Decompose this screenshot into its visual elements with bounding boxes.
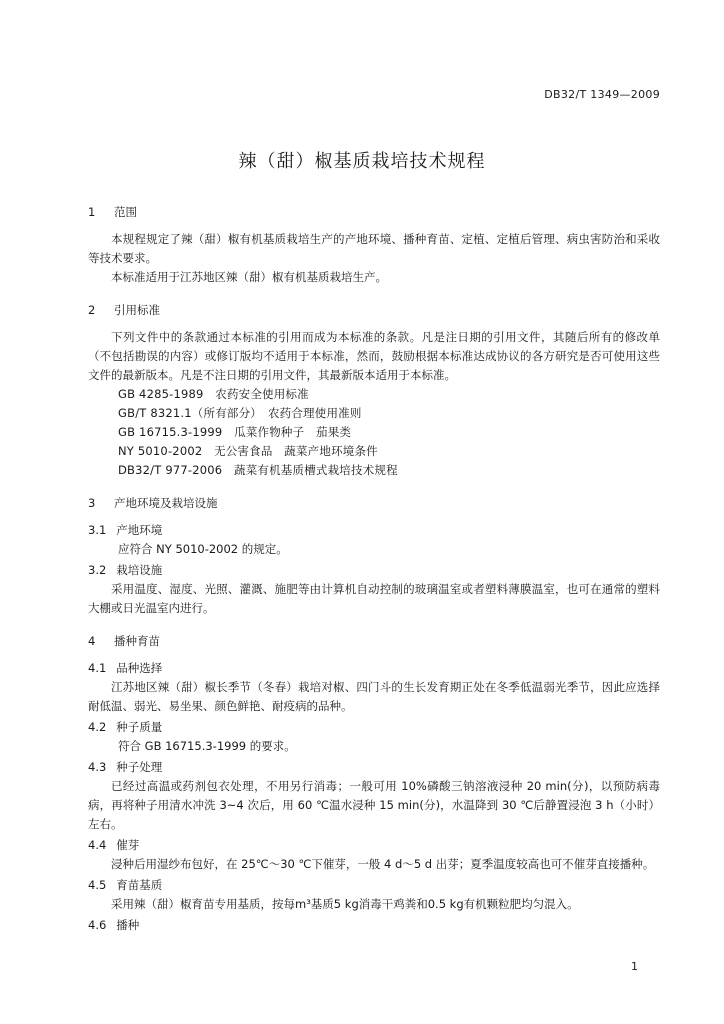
section-heading <box>88 301 660 320</box>
section-number: 4 <box>88 634 96 648</box>
standard-code: DB32/T 1349—2009 <box>544 88 660 101</box>
paragraph: 江苏地区辣（甜）椒长季节（冬春）栽培对椒、四门斗的生长发育期正处在冬季低温弱光季节，因此应选择耐低温、弱光、易坐果、颜色鲜艳、耐疫病的品种。 <box>88 680 660 713</box>
paragraph: 采用温度、湿度、光照、灌溉、施肥等由计算机自动控制的玻璃温室或者塑料薄膜温室，也可在通常的塑料大棚或日光温室内进行。 <box>88 582 660 615</box>
section-heading <box>88 494 660 513</box>
section-heading <box>88 203 660 222</box>
section-title: 范围 <box>114 205 137 219</box>
paragraph: 本标准适用于江苏地区辣（甜）椒有机基质栽培生产。 <box>111 270 387 284</box>
subsection-title: 播种 <box>116 918 140 932</box>
paragraph: 已经过高温或药剂包衣处理，不用另行消毒；一般可用 10%磷酸三钠溶液浸种 20 min(分)，以预防病毒病，再将种子用清水冲洗 3~4 次后，用 60 ℃温水浸种 15 min(分)，水温降到 30 ℃后静置浸泡 3 h（小时）左右。 <box>88 779 660 831</box>
paragraph: 本规程规定了辣（甜）椒有机基质栽培生产的产地环境、播种育苗、定植、定植后管理、病虫害防治和采收等技术要求。 <box>88 232 660 265</box>
subsection-number: 4.1 <box>88 661 107 675</box>
subsection-heading <box>88 659 660 678</box>
subsection-title: 催芽 <box>116 838 140 852</box>
reference-item: GB 16715.3-1999 瓜菜作物种子 茄果类 <box>118 425 352 439</box>
section-number: 1 <box>88 205 96 219</box>
subsection-number: 3.1 <box>88 523 107 537</box>
section-number: 2 <box>88 303 96 317</box>
subsection-number: 4.2 <box>88 720 107 734</box>
subsection-number: 4.3 <box>88 760 107 774</box>
reference-item: NY 5010-2002 无公害食品 蔬菜产地环境条件 <box>118 444 378 458</box>
section-title: 引用标准 <box>114 303 160 317</box>
section-heading <box>88 632 660 651</box>
subsection-number: 4.4 <box>88 838 107 852</box>
subsection-heading <box>88 561 660 580</box>
document-title: 辣（甜）椒基质栽培技术规程 <box>238 151 486 172</box>
section-number: 3 <box>88 496 96 510</box>
subsection-number: 4.5 <box>88 878 107 892</box>
subsection-title: 育苗基质 <box>116 878 163 892</box>
paragraph: 符合 GB 16715.3-1999 的要求。 <box>118 739 296 753</box>
paragraph: 下列文件中的条款通过本标准的引用而成为本标准的条款。凡是注日期的引用文件，其随后所有的修改单（不包括勘误的内容）或修订版均不适用于本标准，然而，鼓励根据本标准达成协议的各方研究是否可使用这些文件的最新版本。凡是不注日期的引用文件，其最新版本适用于本标准。 <box>88 330 660 382</box>
subsection-heading <box>88 758 660 777</box>
subsection-heading <box>88 718 660 737</box>
subsection-heading <box>88 876 660 895</box>
subsection-number: 3.2 <box>88 563 107 577</box>
reference-item: GB 4285-1989 农药安全使用标准 <box>118 387 309 401</box>
section-title: 产地环境及栽培设施 <box>114 496 218 510</box>
subsection-number: 4.6 <box>88 918 107 932</box>
section-title: 播种育苗 <box>114 634 160 648</box>
subsection-title: 种子质量 <box>116 720 163 734</box>
reference-item: GB/T 8321.1（所有部分） 农药合理使用准则 <box>118 406 362 420</box>
subsection-title: 栽培设施 <box>116 563 163 577</box>
reference-item: DB32/T 977-2006 蔬菜有机基质槽式栽培技术规程 <box>118 463 398 477</box>
document-body <box>88 203 660 935</box>
subsection-heading <box>88 521 660 540</box>
subsection-title: 产地环境 <box>116 523 163 537</box>
subsection-title: 品种选择 <box>116 661 163 675</box>
page-number: 1 <box>631 960 638 973</box>
paragraph: 采用辣（甜）椒育苗专用基质，按每m³基质5 kg消毒干鸡粪和0.5 kg有机颗粒肥均匀混入。 <box>111 897 579 911</box>
subsection-heading <box>88 836 660 855</box>
subsection-title: 种子处理 <box>116 760 163 774</box>
paragraph: 应符合 NY 5010-2002 的规定。 <box>118 542 288 556</box>
paragraph: 浸种后用湿纱布包好，在 25℃～30 ℃下催芽，一般 4 d～5 d 出芽；夏季温度较高也可不催芽直接播种。 <box>111 857 655 871</box>
subsection-heading <box>88 916 660 935</box>
